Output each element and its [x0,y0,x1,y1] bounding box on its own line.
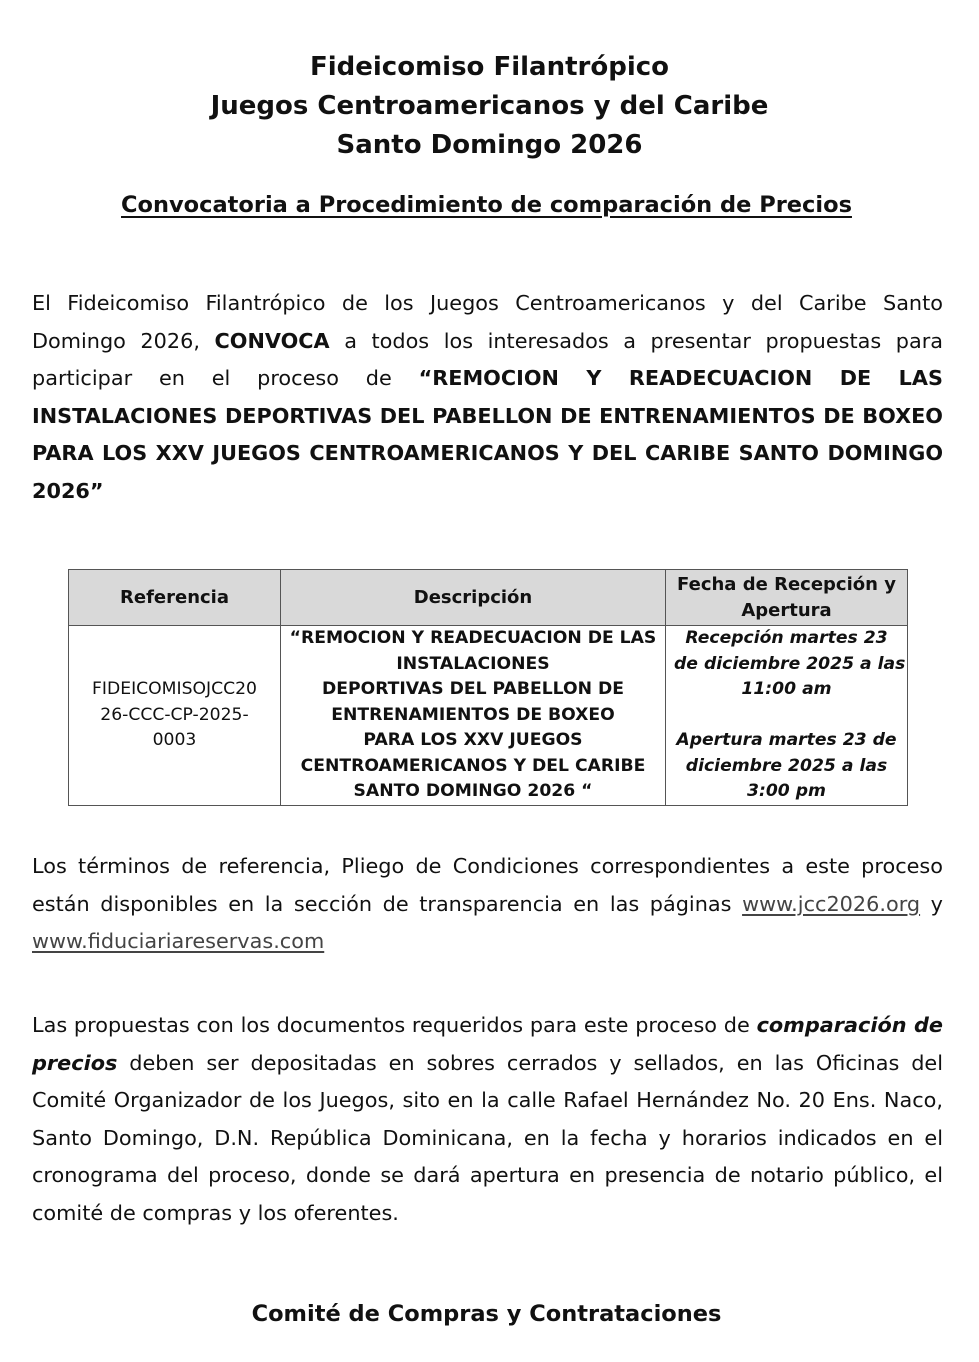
desc-line: CENTROAMERICANOS Y DEL CARIBE [300,755,646,776]
cell-dates [666,626,908,806]
ref-line: FIDEICOMISOJCC20 [92,679,257,699]
terms-text-2: y [920,891,943,916]
proposals-text-1: Las propuestas con los documentos requeridos para este proceso de [32,1013,757,1037]
ref-line: 26-CCC-CP-2025- [100,704,249,725]
proposals-text-2: deben ser depositadas en sobres cerrados y sellados, en las Oficinas del Comité Organizador de los Juegos, sito en la calle Rafael Hernández No. 20 Ens. Naco, Santo Domingo, D.N. República Dominicana, en la fecha y horarios indicados en el cronograma del proceso, donde se dará apertura en presencia de notario público, el comité de compras y los oferentes. [32,1050,943,1225]
process-table [68,569,908,806]
link-fiduciariareservas[interactable]: www.fiduciariareservas.com [32,929,325,953]
intro-text-1: El Fideicomiso Filantrópico de los Juegos Centroamericanos y del Caribe Santo Domingo 2026, [32,291,943,353]
header-line-1: Fideicomiso Filantrópico [309,52,670,82]
table-header-row [69,570,908,626]
header-line-2: Juegos Centroamericanos y del Caribe [210,91,769,121]
desc-line: PARA LOS XXV JUEGOS [363,730,583,750]
convoca-bold: CONVOCA [214,328,330,353]
desc-line: DEPORTIVAS DEL PABELLON DE [322,679,624,699]
header-cell-date: Fecha de Recepción y Apertura [666,570,908,626]
table-row [69,626,908,806]
header-cell-ref: Referencia [69,570,281,626]
reception-line: de diciembre 2025 a las [674,653,906,674]
link-jcc2026[interactable]: www.jcc2026.org [742,891,921,916]
opening-line: Apertura martes 23 de [676,730,897,750]
intro-paragraph [32,285,943,510]
desc-line: ENTRENAMIENTOS DE BOXEO [331,704,615,725]
reception-line: Recepción martes 23 [685,628,888,648]
terms-paragraph [32,848,943,961]
desc-line: “REMOCION Y READECUACION DE LAS [289,628,657,648]
cell-reference [69,626,281,806]
header-cell-desc: Descripción [281,570,666,626]
desc-line: INSTALACIONES [396,653,550,674]
subtitle-text: Convocatoria a Procedimiento de comparación de Precios [121,192,852,218]
process-title-bold: “REMOCION Y READECUACION DE LAS INSTALACIONES DEPORTIVAS DEL PABELLON DE ENTRENAMIENTOS DE BOXEO PARA LOS XXV JUEGOS CENTROAMERICANOS Y DEL CARIBE SANTO DOMINGO 2026” [32,366,944,503]
intro-text-2: a todos los interesados a presentar propuestas para participar en el proceso de [32,328,944,390]
document-subtitle [0,187,973,223]
cell-description [281,626,666,806]
comparacion-precios-emphasis: comparación de precios [32,1013,943,1075]
desc-line: SANTO DOMINGO 2026 “ [353,781,593,801]
document-header [0,48,979,165]
header-line-3: Santo Domingo 2026 [336,130,643,160]
opening-line: diciembre 2025 a las [685,755,888,776]
reception-line: 11:00 am [741,679,832,699]
ref-line: 0003 [152,730,197,750]
opening-line: 3:00 pm [747,781,826,801]
proposals-paragraph [32,1007,943,1232]
dates-spacer [674,703,899,729]
committee-signature: Comité de Compras y Contrataciones [251,1301,722,1327]
terms-text-1: Los términos de referencia, Pliego de Condiciones correspondientes a este proceso están disponibles en la sección de transparencia en las páginas [32,854,943,916]
